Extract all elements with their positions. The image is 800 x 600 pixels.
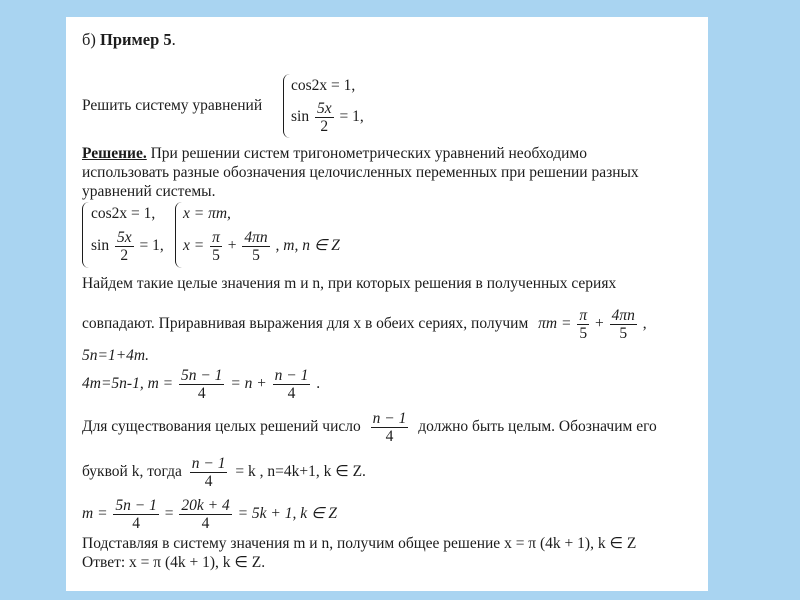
- fraction: $\frac{n - 1}{4}$: [274, 367, 309, 402]
- sin-fn: sin: [291, 108, 310, 126]
- task-equation-1: cos2x = 1,: [291, 77, 356, 94]
- title-prefix: б): [82, 30, 101, 49]
- title-bold: Пример 5: [100, 30, 172, 49]
- paragraph-2: Для существования целых решений число $\frac{n - 1}{4}$ должно быть целым. Обозначим его: [82, 410, 657, 445]
- example-title: [82, 31, 176, 49]
- system2-left-1: cos2x = 1,: [91, 205, 156, 222]
- system-brace-left: [82, 202, 89, 268]
- solution-line-1: Решение. При решении систем тригонометрических уравнений необходимо: [82, 145, 587, 162]
- title-suffix: .: [171, 30, 176, 49]
- paragraph-1-line-2: совпадают. Приравнивая выражения для x в обеих сериях, получим πm = $\frac{\pi}{5}$ + $\frac{4\pi n}{5}$ ,: [82, 307, 647, 342]
- fraction: $\frac{4\pi n}{5}$: [611, 307, 635, 342]
- system2-right-1: x = πm,: [183, 205, 231, 222]
- answer-line: Ответ: x = π (4k + 1), k ∈ Z.: [82, 554, 266, 571]
- fraction: $\frac{n - 1}{4}$: [191, 455, 226, 490]
- system-brace: [283, 74, 290, 138]
- equation-m: m = $\frac{5n - 1}{4}$ = $\frac{20k + 4}{4}$ = 5k + 1, k ∈ Z: [82, 497, 338, 532]
- fraction: $\frac{5n - 1}{4}$: [115, 497, 157, 532]
- task-equation-2: sin $\frac{5x}{2}$ = 1,: [291, 100, 364, 135]
- fraction: $\frac{5n - 1}{4}$: [180, 367, 223, 402]
- solution-line-3: уравнений системы.: [82, 183, 216, 200]
- fraction: $\frac{\pi}{5}$: [212, 229, 220, 264]
- document-page: [66, 17, 708, 591]
- equation-4m: 4m=5n-1, m = $\frac{5n - 1}{4}$ = n + $\frac{n - 1}{4}$ .: [82, 367, 321, 402]
- fraction: $\frac{5x}{2}$: [316, 100, 332, 135]
- general-solution-line: Подставляя в систему значения m и n, получим общее решение x = π (4k + 1), k ∈ Z: [82, 535, 637, 552]
- system2-right-2: x = $\frac{\pi}{5}$ + $\frac{4\pi n}{5}$ , m, n ∈ Z: [183, 229, 340, 264]
- solution-line-2: использовать разные обозначения целочисленных переменных при решении разных: [82, 164, 639, 181]
- equation-5n: 5n=1+4m.: [82, 347, 149, 364]
- system2-left-2: sin $\frac{5x}{2}$ = 1,: [91, 229, 164, 264]
- fraction: $\frac{4\pi n}{5}$: [244, 229, 268, 264]
- paragraph-3: буквой k, тогда $\frac{n - 1}{4}$ = k , n=4k+1, k ∈ Z.: [82, 455, 366, 490]
- paragraph-1-line-1: Найдем такие целые значения m и n, при которых решения в полученных сериях: [82, 275, 617, 292]
- task-text: Решить систему уравнений: [82, 97, 263, 114]
- system-brace-right: [175, 202, 182, 268]
- fraction: $\frac{5x}{2}$: [116, 229, 132, 264]
- fraction: $\frac{20k + 4}{4}$: [181, 497, 230, 532]
- fraction: $\frac{\pi}{5}$: [579, 307, 588, 342]
- fraction: $\frac{n - 1}{4}$: [372, 410, 407, 445]
- solution-label: Решение.: [82, 145, 147, 162]
